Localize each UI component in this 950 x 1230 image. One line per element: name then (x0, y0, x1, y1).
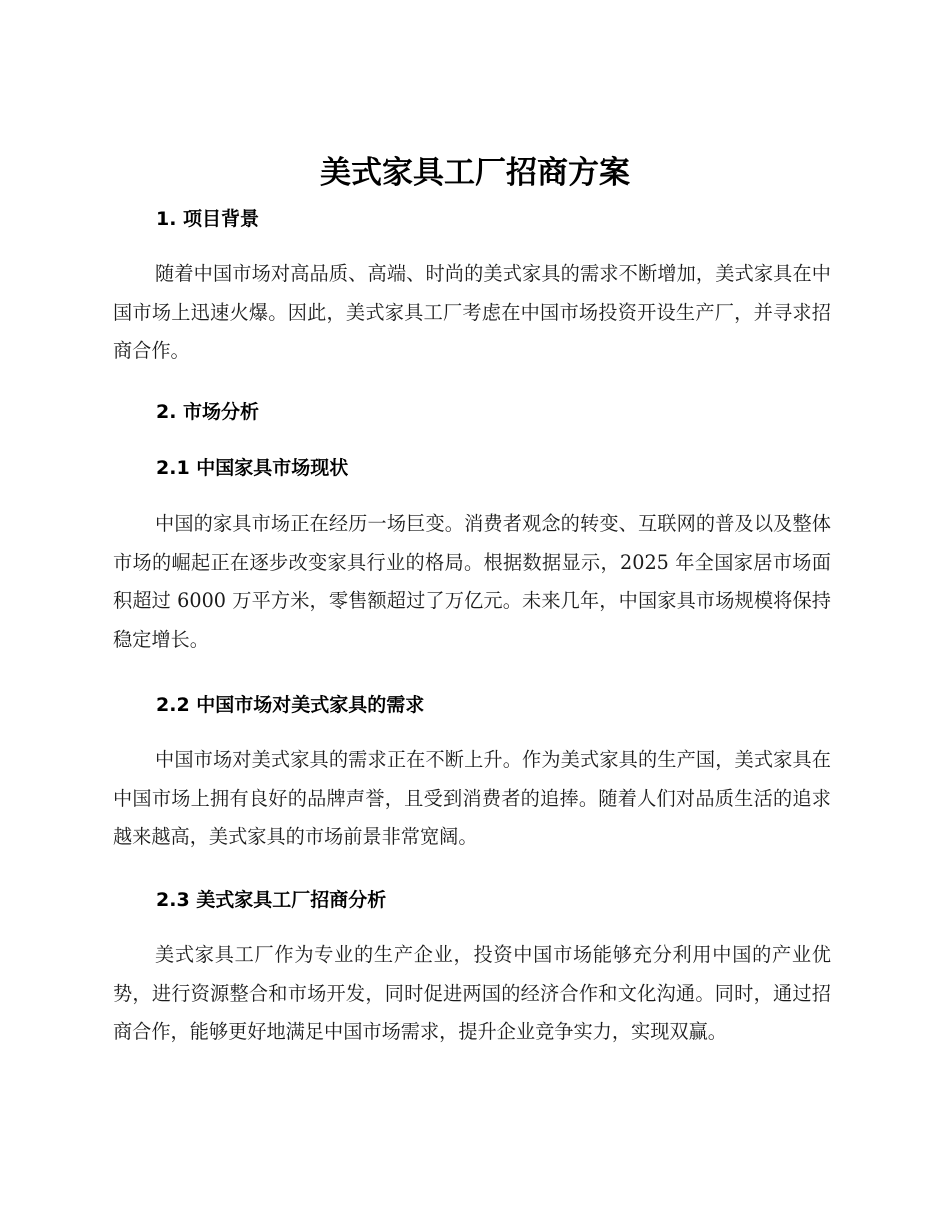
section-heading-project-background: 1. 项目背景 (156, 208, 260, 230)
section-heading-american-furniture-demand: 2.2 中国市场对美式家具的需求 (156, 694, 425, 716)
paragraph-project-background: 随着中国市场对高品质、高端、时尚的美式家具的需求不断增加，美式家具在中国市场上迅速火爆。因此，美式家具工厂考虑在中国市场投资开设生产厂，并寻求招商合作。 (113, 262, 831, 362)
paragraph-china-furniture-market: 中国的家具市场正在经历一场巨变。消费者观念的转变、互联网的普及以及整体市场的崛起正在逐步改变家具行业的格局。根据数据显示，2025 年全国家居市场面积超过 6000 万平方米，零售额超过了万亿元。未来几年，中国家具市场规模将保持稳定增长。 (113, 512, 831, 651)
paragraph-investment-analysis: 美式家具工厂作为专业的生产企业，投资中国市场能够充分利用中国的产业优势，进行资源整合和市场开发，同时促进两国的经济合作和文化沟通。同时，通过招商合作，能够更好地满足中国市场需求，提升企业竞争实力，实现双赢。 (113, 943, 831, 1043)
section-heading-market-analysis: 2. 市场分析 (156, 401, 260, 423)
document-title: 美式家具工厂招商方案 (320, 155, 630, 191)
paragraph-american-furniture-demand: 中国市场对美式家具的需求正在不断上升。作为美式家具的生产国，美式家具在中国市场上拥有良好的品牌声誉，且受到消费者的追捧。随着人们对品质生活的追求越来越高，美式家具的市场前景非常宽阔。 (113, 748, 831, 848)
section-heading-china-furniture-market: 2.1 中国家具市场现状 (156, 457, 349, 479)
section-heading-investment-analysis: 2.3 美式家具工厂招商分析 (156, 889, 387, 911)
